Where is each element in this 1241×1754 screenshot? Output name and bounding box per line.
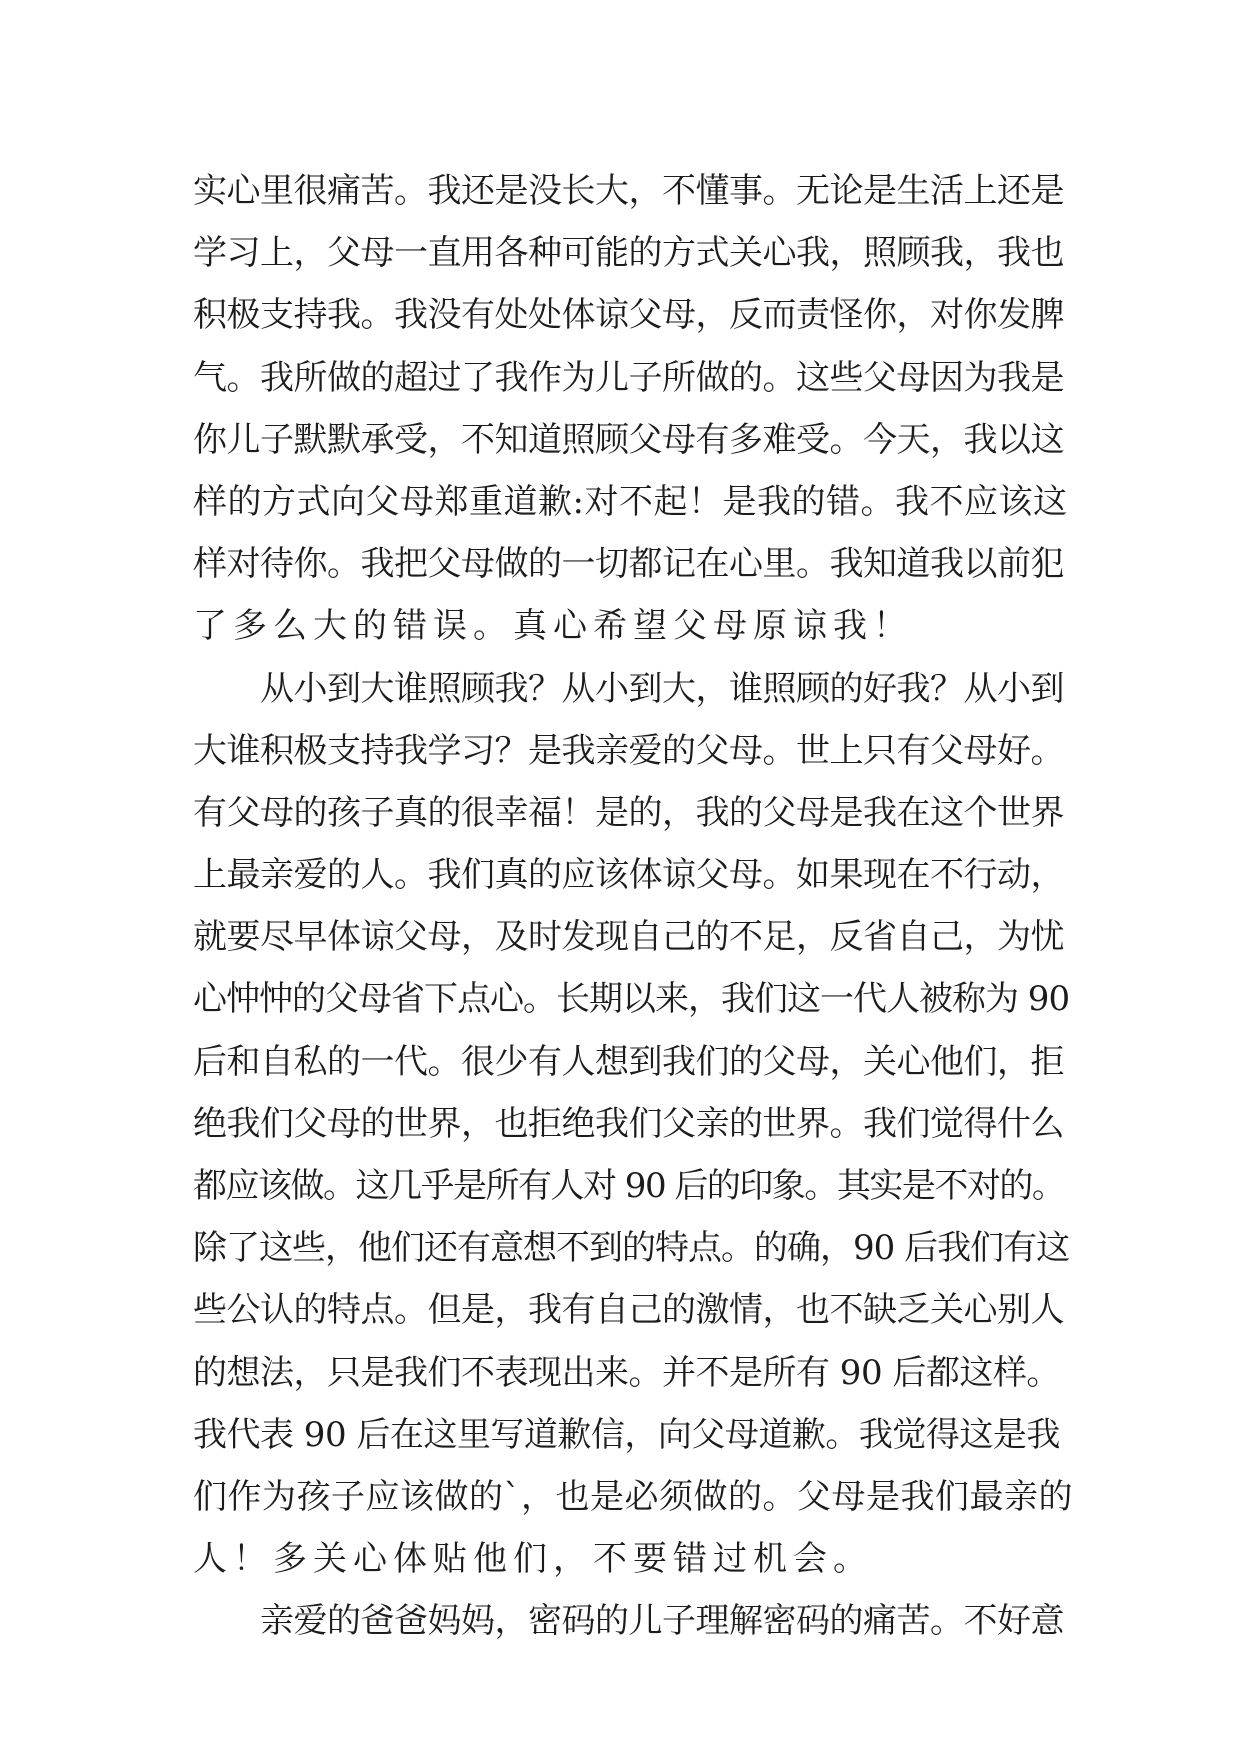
text-line: 实心里很痛苦。我还是没长大，不懂事。无论是生活上还是: [193, 171, 1064, 211]
text-line: 们作为孩子应该做的`，也是必须做的。父母是我们最亲的: [193, 1476, 1073, 1517]
text-line: 了多么大的错误。真心希望父母原谅我！: [193, 606, 913, 647]
text-line: 学习上，父母一直用各种可能的方式关心我，照顾我，我也: [193, 233, 1064, 274]
text-line: 亲爱的爸爸妈妈，密码的儿子理解密码的痛苦。不好意: [193, 1601, 1064, 1642]
text-line: 人！多关心体贴他们，不要错过机会。: [193, 1539, 873, 1580]
text-line: 的想法，只是我们不表现出来。并不是所有 90 后都这样。: [193, 1352, 1060, 1393]
text-line: 积极支持我。我没有处处体谅父母，反而责怪你，对你发脾: [193, 295, 1064, 336]
text-line: 些公认的特点。但是，我有自己的激情，也不缺乏关心别人: [193, 1290, 1064, 1331]
text-line: 我代表 90 后在这里写道歉信，向父母道歉。我觉得这是我: [193, 1414, 1060, 1455]
text-line: 从小到大谁照顾我？从小到大，谁照顾的好我？从小到: [193, 668, 1064, 709]
text-line: 样对待你。我把父母做的一切都记在心里。我知道我以前犯: [193, 544, 1064, 585]
text-line: 绝我们父母的世界，也拒绝我们父亲的世界。我们觉得什么: [193, 1103, 1064, 1144]
text-line: 样的方式向父母郑重道歉:对不起！是我的错。我不应该这: [193, 481, 1068, 522]
body-text: [193, 160, 1073, 1653]
text-line: 大谁积极支持我学习？是我亲爱的父母。世上只有父母好。: [193, 730, 1064, 771]
text-line: 后和自私的一代。很少有人想到我们的父母，关心他们，拒: [193, 1041, 1064, 1082]
text-line: 你儿子默默承受，不知道照顾父母有多难受。今天，我以这: [193, 419, 1064, 460]
text-line: 有父母的孩子真的很幸福！是的，我的父母是我在这个世界: [193, 792, 1064, 833]
text-line: 都应该做。这几乎是所有人对 90 后的印象。其实是不对的。: [193, 1166, 1065, 1206]
text-line: 气。我所做的超过了我作为儿子所做的。这些父母因为我是: [193, 357, 1064, 398]
text-line: 除了这些，他们还有意想不到的特点。的确，90 后我们有这: [193, 1228, 1070, 1269]
text-line: 心忡忡的父母省下点心。长期以来，我们这一代人被称为 90: [193, 979, 1070, 1020]
text-line: 就要尽早体谅父母，及时发现自己的不足，反省自己，为忧: [193, 917, 1064, 958]
text-line: 上最亲爱的人。我们真的应该体谅父母。如果现在不行动，: [193, 855, 1064, 896]
